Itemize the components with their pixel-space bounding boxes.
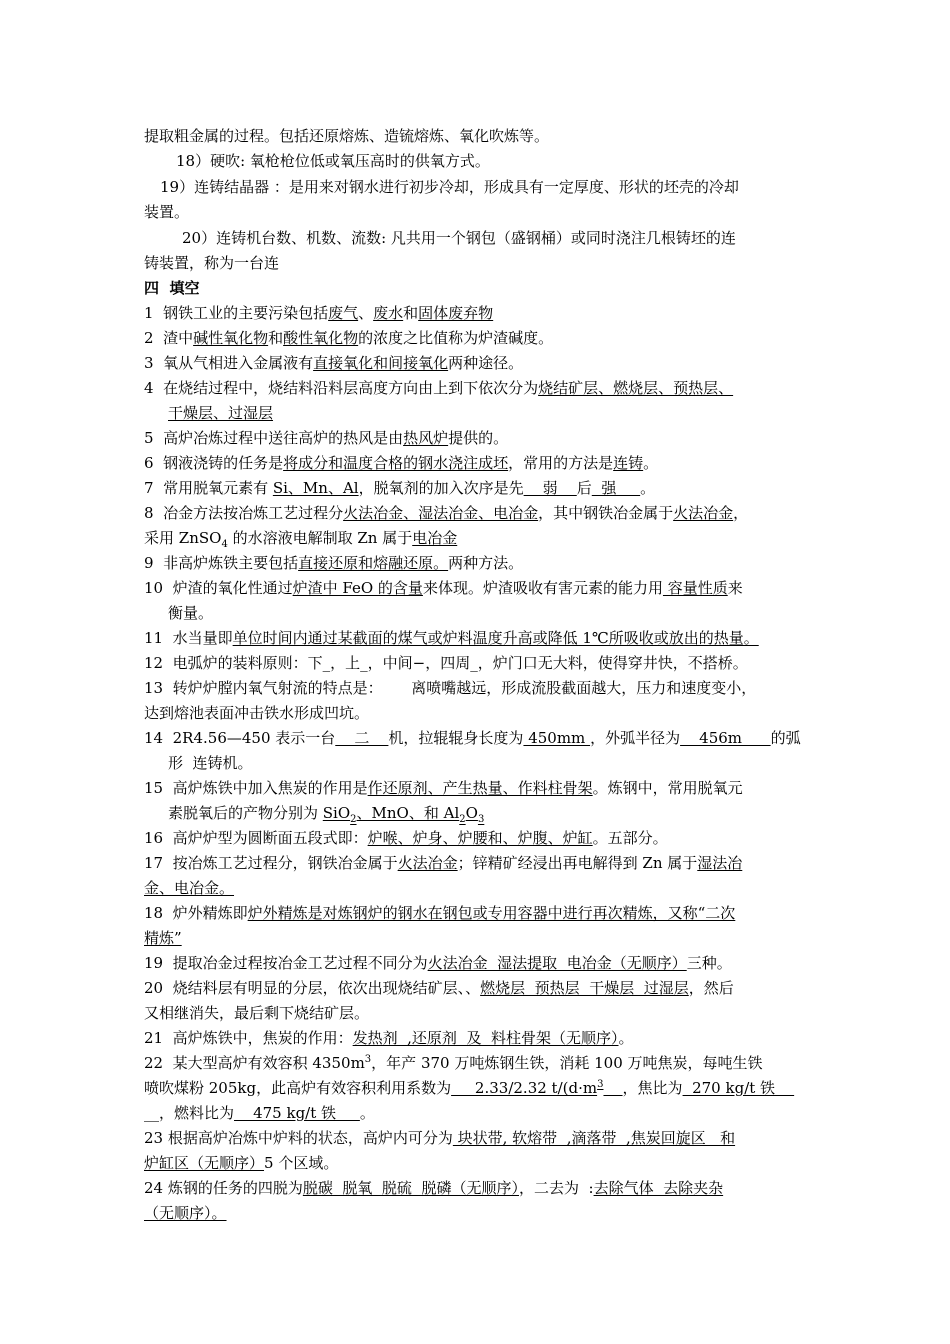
text-segment: ，焦比为 [622, 1079, 683, 1097]
answer-blank: 容量性质 [662, 579, 728, 597]
answer-blank: 火法冶金 湿法提取 电冶金（无顺序） [427, 954, 687, 972]
text-segment: 后 [576, 479, 592, 497]
answer-blank: 强 [591, 479, 641, 497]
text-segment: ，然后 [688, 979, 734, 997]
text-segment: 5 高炉冶炼过程中送往高炉的热风是由 [144, 429, 404, 447]
text-segment: 达到熔池表面冲击铁水形成凹坑。 [144, 704, 370, 722]
answer-blank: 燃烧层 预热层 干燥层 过湿层 [480, 979, 689, 997]
text-segment: 两种方法。 [448, 554, 524, 572]
text-segment: 喷吹煤粉 205kg，此高炉有效容积利用系数为 [144, 1079, 452, 1097]
text-line [182, 228, 736, 248]
answer-blank: 湿法冶 [697, 854, 743, 872]
text-line [144, 126, 549, 146]
text-segment: 19 提取冶金过程按冶金工艺过程不同分为 [144, 954, 428, 972]
text-line [144, 428, 508, 448]
text-line [168, 403, 273, 423]
text-line [168, 803, 484, 823]
text-segment: 的弧 [770, 729, 801, 747]
answer-blank: 金、电冶金。 [144, 879, 235, 897]
text-line [168, 753, 253, 773]
text-segment: 装置。 [144, 203, 190, 221]
text-line [144, 678, 756, 698]
text-segment: 1 钢铁工业的主要污染包括 [144, 304, 329, 322]
text-segment: 三种。 [686, 954, 732, 972]
text-segment: 7 常用脱氧元素有 [144, 479, 273, 497]
text-segment: 13 转炉炉膛内氧气射流的特点是： 离喷嘴越远，形成流股截面越大，压力和速度变小， [144, 679, 757, 697]
text-line [144, 453, 658, 473]
text-line [144, 928, 182, 948]
text-line [144, 353, 523, 373]
text-segment: ，脱氧剂的加入次序是先 [358, 479, 524, 497]
text-line [144, 853, 742, 873]
answer-blank: 直接氧化和间接氧化 [313, 354, 449, 372]
text-segment: 的水溶液电解制取 Zn 属于 [227, 529, 413, 547]
text-segment: 24 炼钢的任务的四脱为 [144, 1179, 303, 1197]
answer-blank: 脱碳 脱氧 脱硫 脱磷（无顺序） [302, 1179, 519, 1197]
answer-blank: 去除气体 去除夹杂 [593, 1179, 724, 1197]
text-line [144, 828, 668, 848]
text-line [144, 903, 735, 923]
text-segment: 12 电弧炉的装料原则：下_，上_，中间−，四周_，炉门口无大料，使得穿井快，不搭桥。 [144, 654, 748, 672]
answer-blank: 精炼” [144, 929, 182, 947]
text-segment: 17 按冶炼工艺过程分，钢铁冶金属于 [144, 854, 398, 872]
answer-blank: 2 [459, 814, 466, 825]
text-segment: 15 高炉炼铁中加入焦炭的作用是 [144, 779, 368, 797]
text-segment: 衡量。 [168, 604, 214, 622]
answer-blank: 烧结矿层、燃烧层、预热层、 [538, 379, 734, 397]
answer-blank: 废气 [328, 304, 359, 322]
text-segment: 机，拉辊辊身长度为 [388, 729, 524, 747]
text-segment: 和 [403, 304, 419, 322]
text-line [144, 253, 279, 273]
text-segment: 23 根据高炉冶炼中炉料的状态，高炉内可分为 [144, 1129, 453, 1147]
answer-blank: 二 [335, 729, 389, 747]
text-segment: 6 钢液浇铸的任务是 [144, 454, 284, 472]
text-segment: 提取粗金属的过程。包括还原熔炼、造锍熔炼、氧化吹炼等。 [144, 127, 550, 145]
answer-blank: 3 [597, 1079, 604, 1090]
text-segment: 4 [221, 539, 228, 550]
text-segment: 18）硬吹: 氧枪枪位低或氧压高时的供氧方式。 [176, 152, 490, 170]
text-line [144, 1078, 794, 1098]
answer-blank: 3 [477, 814, 485, 825]
text-segment: 两种途径。 [448, 354, 524, 372]
text-line [176, 151, 490, 171]
text-line [144, 728, 801, 748]
answer-blank: 炉喉、炉身、炉腰和、炉腹、炉缸 [367, 829, 593, 847]
text-segment: 16 高炉炉型为圆断面五段式即： [144, 829, 368, 847]
answer-blank: 固体废弃物 [418, 304, 494, 322]
text-segment: ；锌精矿经浸出再电解得到 Zn 属于 [457, 854, 698, 872]
answer-blank: 炉渣中 FeO 的含量 [292, 579, 423, 597]
answer-blank: 270 kg/t 铁 [682, 1079, 795, 1097]
text-line [144, 1053, 763, 1073]
text-line [144, 628, 759, 648]
answer-blank: 碱性氧化物 [193, 329, 269, 347]
answer-blank [603, 1079, 622, 1097]
text-segment: 3 氧从气相进入金属液有 [144, 354, 314, 372]
text-line [144, 503, 748, 523]
text-segment: ，年产 370 万吨炼钢生铁，消耗 100 万吨焦炭，每吨生铁 [371, 1054, 763, 1072]
text-line [144, 1153, 338, 1173]
text-segment: 四 填空 [144, 279, 200, 297]
answer-blank: 火法冶金 [673, 504, 734, 522]
text-segment: 20 烧结料层有明显的分层，依次出现烧结矿层、、 [144, 979, 481, 997]
answer-blank: 475 kg/t 铁 [234, 1104, 360, 1122]
text-line [144, 703, 369, 723]
text-segment: 。 [643, 454, 659, 472]
answer-blank: 单位时间内通过某截面的煤气或炉料温度升高或降低 1℃所吸收或放出的热量。 [232, 629, 759, 647]
text-segment: 3 [364, 1054, 372, 1065]
answer-blank: 2.33/2.32 t/(d·m [451, 1079, 598, 1097]
answer-blank: 发热剂 ,还原剂 及 料柱骨架（无顺序） [352, 1029, 619, 1047]
text-segment: ，二去为 : [518, 1179, 594, 1197]
text-segment: 采用 ZnSO [144, 529, 222, 547]
text-segment: ，外弧半径为 [590, 729, 681, 747]
section-heading [144, 278, 199, 298]
text-line [144, 1103, 375, 1123]
text-line [144, 303, 493, 323]
text-line [144, 328, 553, 348]
answer-blank: 电冶金 [412, 529, 458, 547]
text-line [144, 778, 743, 798]
text-line [144, 878, 234, 898]
answer-blank: 废水 [373, 304, 404, 322]
answer-blank: 火法冶金 [397, 854, 458, 872]
text-segment: 20）连铸机台数、机数、流数: 凡共用一个钢包（盛钢桶）或同时浇注几根铸坯的连 [182, 229, 736, 247]
text-line [144, 1178, 723, 1198]
text-line [144, 578, 743, 598]
text-segment: 铸装置，称为一台连 [144, 254, 280, 272]
text-line [168, 603, 213, 623]
answer-blank: （无顺序）。 [144, 1204, 227, 1222]
text-segment: 2 渣中 [144, 329, 194, 347]
answer-blank: 弱 [523, 479, 577, 497]
text-line [160, 177, 739, 197]
text-line [144, 378, 733, 398]
text-segment: 14 2R4.56—450 表示一台 [144, 729, 336, 747]
text-segment: 又相继消失，最后剩下烧结矿层。 [144, 1004, 370, 1022]
answer-blank: 炉缸区（无顺序） [144, 1154, 265, 1172]
answer-blank: 、MnO、和 Al [356, 804, 460, 822]
text-line [144, 978, 734, 998]
text-segment: __，燃料比为 [144, 1104, 235, 1122]
text-segment: 。五部分。 [592, 829, 668, 847]
text-segment: 。炼钢中，常用脱氧元 [592, 779, 743, 797]
text-line [144, 1128, 735, 1148]
text-line [144, 953, 732, 973]
text-segment: 。 [640, 479, 656, 497]
text-segment: 8 冶金方法按冶炼工艺过程分 [144, 504, 344, 522]
answer-blank: 炉外精炼是对炼钢炉的钢水在钢包或专用容器中进行再次精炼，又称“二次 [247, 904, 736, 922]
text-segment: 提供的。 [448, 429, 509, 447]
text-segment: 18 炉外精炼即 [144, 904, 248, 922]
text-segment: 21 高炉炼铁中，焦炭的作用： [144, 1029, 353, 1047]
text-line [144, 528, 457, 548]
text-line [144, 653, 748, 673]
text-segment: 素脱氧后的产物分别为 [168, 804, 323, 822]
answer-blank: 作还原剂、产生热量、作料柱骨架 [367, 779, 593, 797]
text-line [144, 202, 189, 222]
text-segment: 的浓度之比值称为炉渣碱度。 [358, 329, 554, 347]
text-segment: 来体现。炉渣吸收有害元素的能力用 [422, 579, 663, 597]
text-line [144, 1203, 227, 1223]
answer-blank: 干燥层、过湿层 [168, 404, 274, 422]
answer-blank: 火法冶金、湿法冶金、电冶金 [343, 504, 539, 522]
text-segment: 10 炉渣的氧化性通过 [144, 579, 293, 597]
answer-blank: 酸性氧化物 [283, 329, 359, 347]
text-segment: 来 [727, 579, 743, 597]
text-segment: 和 [268, 329, 284, 347]
text-segment: ，常用的方法是 [508, 454, 614, 472]
text-line [144, 478, 655, 498]
answer-blank: 热风炉 [403, 429, 449, 447]
answer-blank: SiO [322, 804, 351, 822]
text-segment: 形 连铸机。 [168, 754, 253, 772]
answer-blank: 连铸 [613, 454, 644, 472]
text-segment: 。 [618, 1029, 634, 1047]
answer-blank: 将成分和温度合格的钢水浇注成坯 [283, 454, 509, 472]
text-segment: 4 在烧结过程中，烧结料沿料层高度方向由上到下依次分为 [144, 379, 539, 397]
text-segment: 22 某大型高炉有效容积 4350m [144, 1054, 365, 1072]
answer-blank: 2 [350, 814, 357, 825]
text-line [144, 1028, 634, 1048]
text-segment: ，其中钢铁冶金属于 [538, 504, 674, 522]
answer-blank: 450mm [523, 729, 591, 747]
text-segment: 、 [358, 304, 374, 322]
answer-blank: 直接还原和熔融还原。 [298, 554, 449, 572]
text-segment: 9 非高炉炼铁主要包括 [144, 554, 299, 572]
text-segment: 5 个区域。 [264, 1154, 339, 1172]
text-line [144, 1003, 369, 1023]
text-segment: 。 [359, 1104, 375, 1122]
answer-blank: Si、Mn、Al [272, 479, 359, 497]
text-line [144, 553, 523, 573]
text-segment: ， [733, 504, 749, 522]
answer-blank: 456m [680, 729, 771, 747]
text-segment: 19）连铸结晶器 ：是用来对钢水进行初步冷却，形成具有一定厚度、形状的坯壳的冷却 [160, 178, 739, 196]
answer-blank: 块状带, 软熔带 ,滴落带 ,焦炭回旋区 和 [452, 1129, 736, 1147]
text-segment: 11 水当量即 [144, 629, 233, 647]
answer-blank: O [465, 804, 478, 822]
